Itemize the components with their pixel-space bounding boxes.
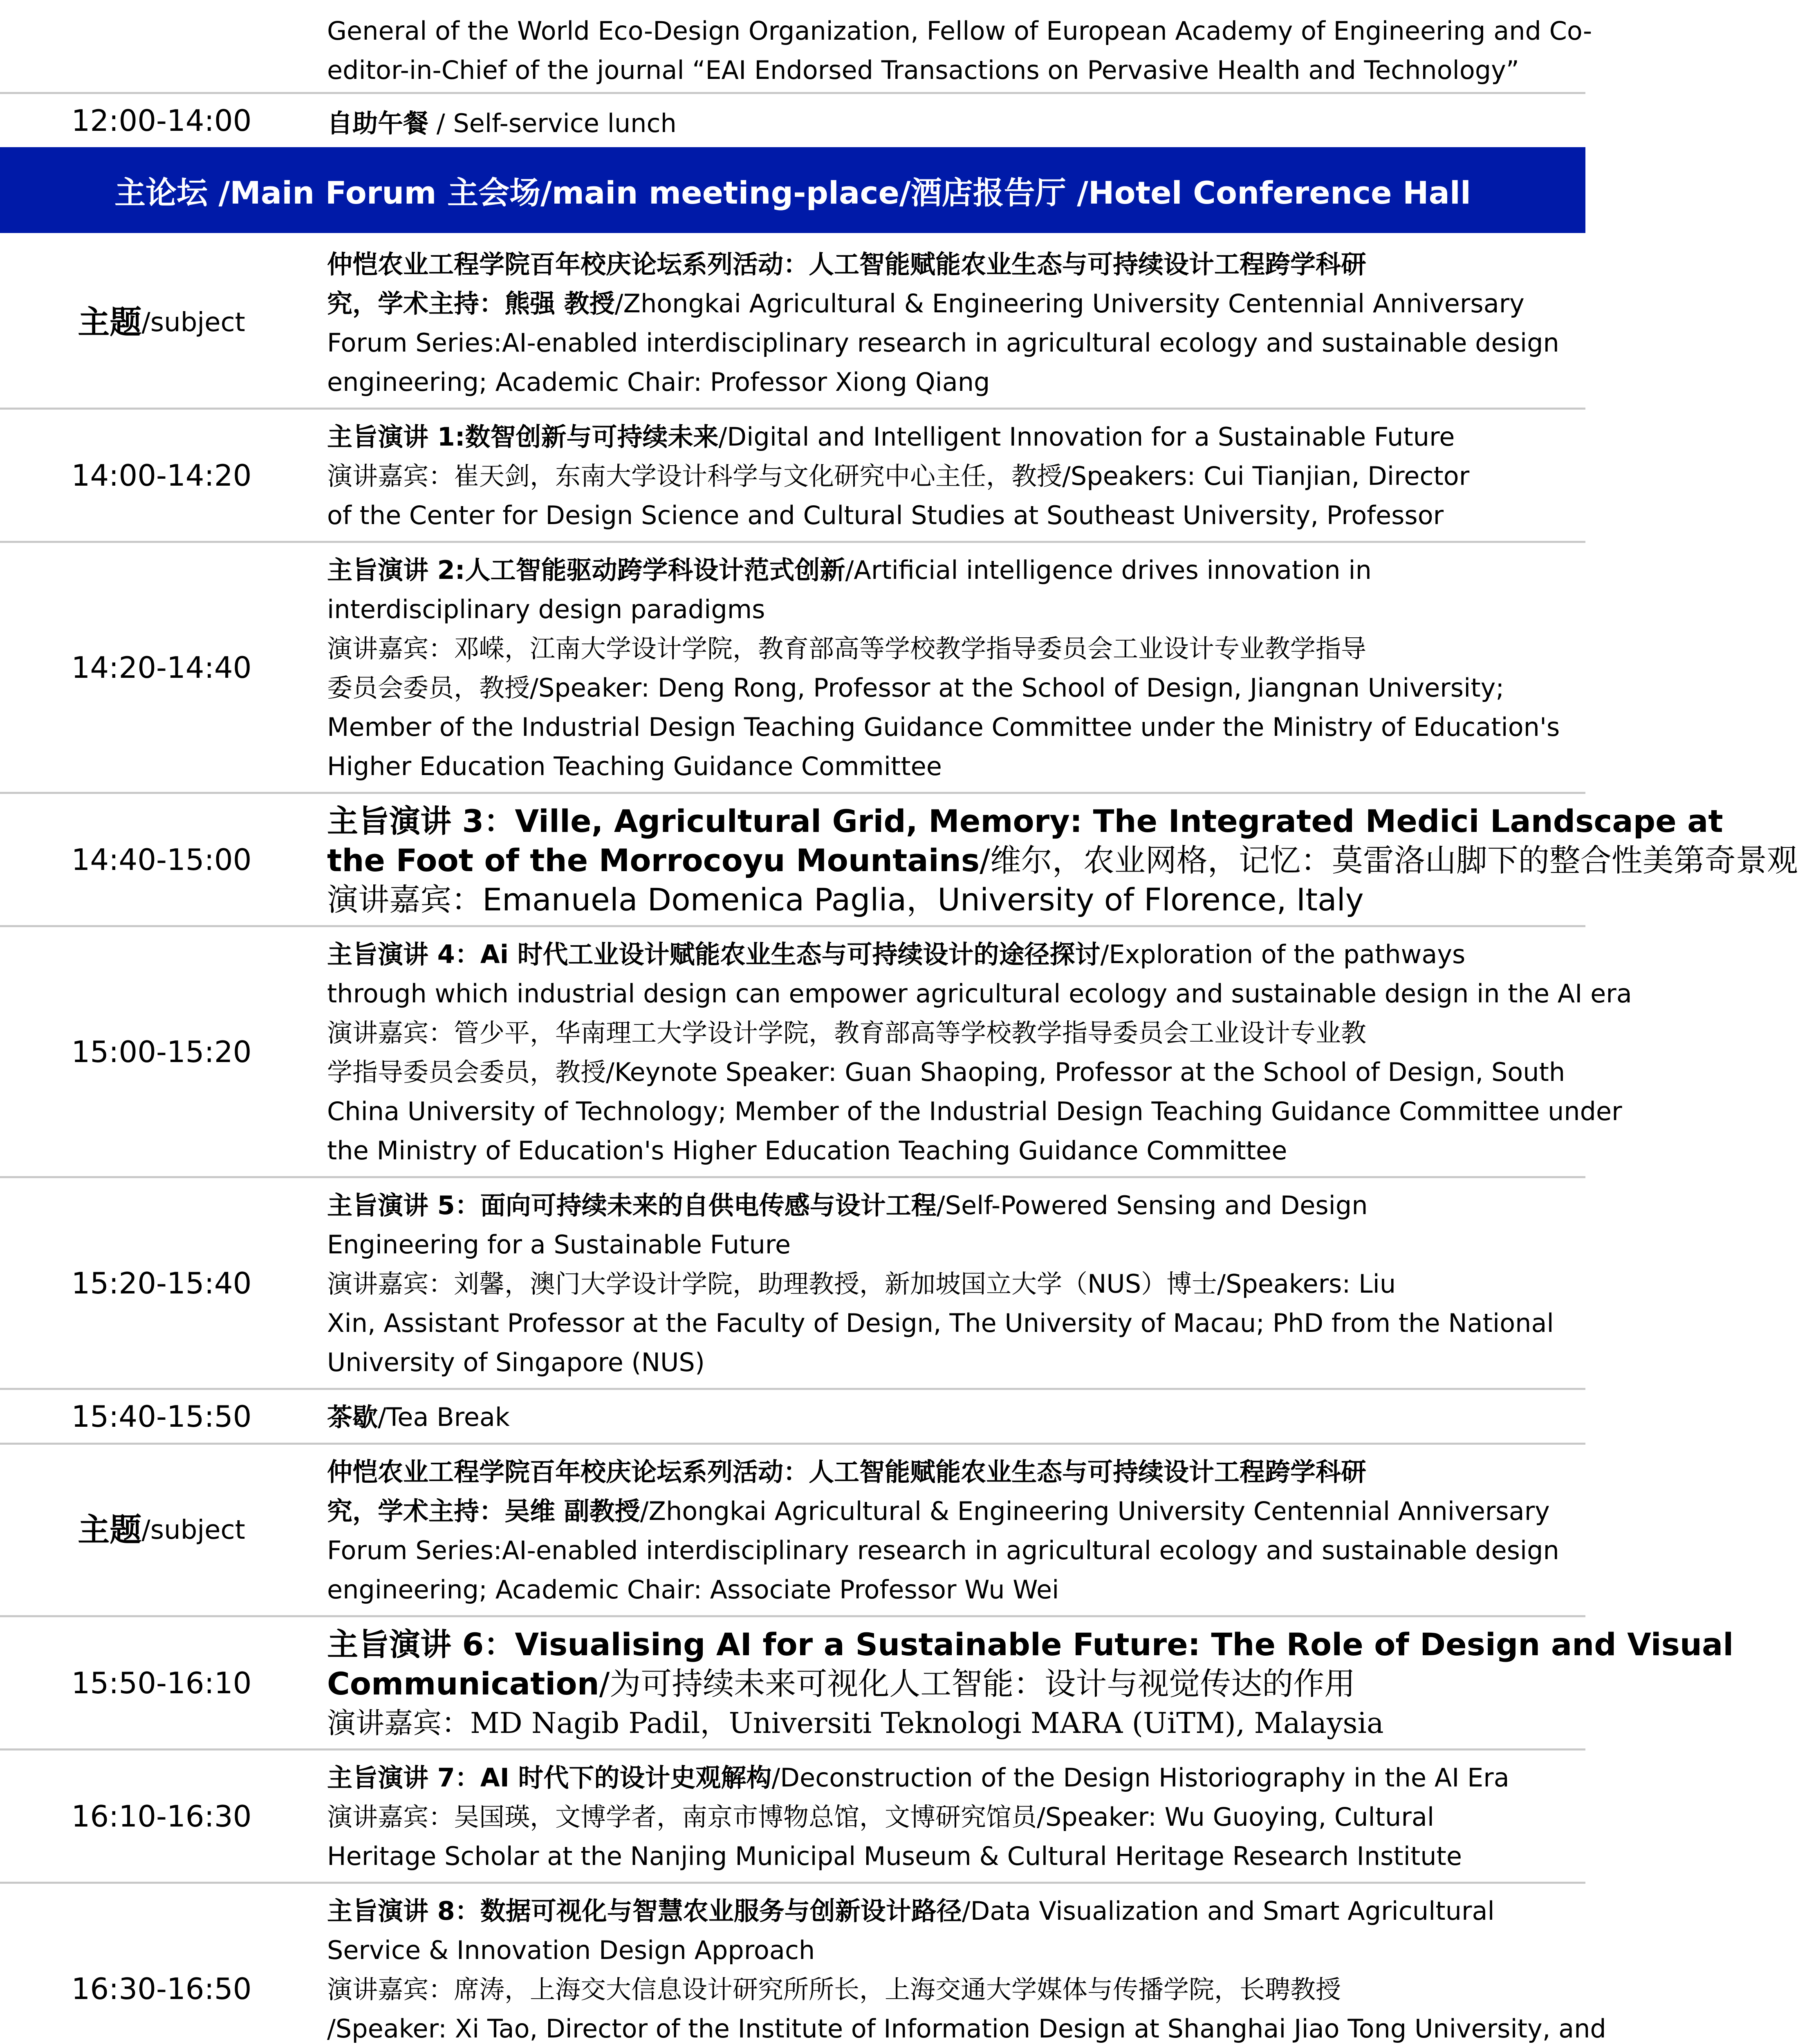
description-line — [327, 2009, 1606, 2044]
bold-text: 仲恺农业工程学院百年校庆论坛系列活动：人工智能赋能农业生态与可持续设计工程跨学科研 — [327, 1457, 1367, 1487]
text: /Speaker: Xi Tao, Director of the Institute of Information Design at Shanghai Jiao Tong University, and — [327, 2014, 1606, 2044]
text: Heritage Scholar at the Nanjing Municipal Museum & Cultural Heritage Research Institute — [327, 1841, 1462, 1871]
main-forum-banner-text: 主论坛 /Main Forum 主会场/main meeting-place/酒店报告厅 /Hotel Conference Hall — [114, 174, 1471, 211]
session-row — [0, 1390, 1585, 1445]
description-line — [327, 1053, 1570, 1092]
text: University of Singapore (NUS) — [327, 1347, 705, 1377]
text: 演讲嘉宾：MD Nagib Padil，Universiti Teknologi MARA (UiTM), Malaysia — [327, 1706, 1384, 1740]
description-line — [327, 1703, 1570, 1743]
text: /Exploration of the pathways — [1100, 939, 1466, 969]
description-line — [327, 496, 1570, 535]
session-time: 15:50-16:10 — [71, 1665, 252, 1700]
session-description — [327, 1186, 1570, 1382]
description-line — [327, 1892, 1570, 1931]
description-line — [327, 284, 1570, 323]
subject-label-en: /subject — [141, 307, 245, 338]
description-line — [327, 1186, 1570, 1225]
text: /Digital and Intelligent Innovation for a Sustainable Future — [718, 422, 1455, 452]
description-line — [327, 1398, 1570, 1437]
description-line — [327, 1570, 1570, 1609]
bold-text: the Foot of the Morrocoyu Mountains — [327, 842, 980, 879]
text: /Data Visualization and Smart Agricultural — [962, 1896, 1495, 1926]
main-forum-banner — [0, 147, 1585, 233]
description-line — [327, 974, 1632, 1013]
lunch-title-en: / Self-service lunch — [428, 108, 677, 138]
text: Engineering for a Sustainable Future — [327, 1230, 791, 1260]
session-row — [0, 1178, 1585, 1390]
description-line — [327, 1531, 1570, 1570]
text: 学指导委员会委员，教授/Keynote Speaker: Guan Shaoping, Professor at the School of Design, South — [327, 1057, 1565, 1087]
bold-text: 主旨演讲 3：Ville, Agricultural Grid, Memory: The Integrated Medici Landscape at — [327, 803, 1723, 839]
description-line — [327, 1131, 1570, 1170]
description-line — [327, 802, 1723, 841]
session-time: 15:40-15:50 — [71, 1399, 252, 1434]
intro-line: editor-in-Chief of the journal “EAI Endorsed Transactions on Pervasive Health and Technology” — [327, 55, 1519, 85]
bold-text: 主旨演讲 4：Ai 时代工业设计赋能农业生态与可持续设计的途径探讨 — [327, 939, 1101, 969]
description-line — [327, 590, 1570, 629]
intro-line: General of the World Eco-Design Organization, Fellow of European Academy of Engineering and Co- — [327, 16, 1592, 46]
text: /维尔，农业网格，记忆：莫雷洛山脚下的整合性美第奇景观 — [980, 842, 1798, 879]
text: /Deconstruction of the Design Historiography in the AI Era — [771, 1763, 1509, 1793]
session-description — [327, 1625, 1734, 1743]
bold-text: 究，学术主持：熊强 教授 — [327, 289, 615, 318]
bold-text: 主旨演讲 2:人工智能驱动跨学科设计范式创新 — [327, 555, 845, 585]
description-line — [327, 1837, 1570, 1876]
text: interdisciplinary design paradigms — [327, 594, 765, 624]
description-line — [327, 708, 1570, 747]
text: Service & Innovation Design Approach — [327, 1935, 815, 1965]
text: 演讲嘉宾：吴国瑛，文博学者，南京市博物总馆，文博研究馆员/Speaker: Wu Guoying, Cultural — [327, 1802, 1435, 1832]
bold-text: 主旨演讲 6：Visualising AI for a Sustainable Future: The Role of Design and Visual — [327, 1626, 1734, 1663]
text: /Self-Powered Sensing and Design — [936, 1190, 1368, 1220]
subject-label — [0, 1445, 323, 1615]
session-time: 14:00-14:20 — [71, 458, 252, 493]
description-line — [327, 1931, 1570, 1970]
description-line — [327, 457, 1570, 496]
text: 演讲嘉宾：Emanuela Domenica Paglia，University of Florence, Italy — [327, 881, 1364, 918]
text: Forum Series:AI-enabled interdisciplinary research in agricultural ecology and sustainable design — [327, 1535, 1559, 1565]
text: the Ministry of Education's Higher Education Teaching Guidance Committee — [327, 1136, 1287, 1165]
text: Forum Series:AI-enabled interdisciplinary research in agricultural ecology and sustainable design — [327, 328, 1559, 358]
description-line — [327, 1264, 1570, 1304]
text: 委员会委员，教授/Speaker: Deng Rong, Professor at the School of Design, Jiangnan University; — [327, 673, 1504, 703]
subject-label-en: /subject — [141, 1515, 245, 1545]
text: 演讲嘉宾：刘馨，澳门大学设计学院，助理教授，新加坡国立大学（NUS）博士/Speakers: Liu — [327, 1269, 1396, 1299]
intro-text — [327, 11, 1592, 90]
lunch-title-cn: 自助午餐 — [327, 108, 429, 138]
session-description — [327, 1398, 1570, 1437]
session-description — [327, 1758, 1570, 1876]
session-time: 16:30-16:50 — [71, 1971, 252, 2006]
bold-text: 主旨演讲 1:数智创新与可持续未来 — [327, 422, 719, 452]
session-row — [0, 1617, 1734, 1750]
description-line — [327, 629, 1570, 668]
session-time: 16:10-16:30 — [71, 1799, 252, 1833]
session-description — [327, 1892, 1606, 2044]
lunch-title — [327, 104, 1570, 143]
description-line — [327, 668, 1570, 708]
text: 演讲嘉宾：邓嵘，江南大学设计学院，教育部高等学校教学指导委员会工业设计专业教学指导 — [327, 634, 1367, 663]
text: through which industrial design can empower agricultural ecology and sustainable design in the AI era — [327, 979, 1632, 1009]
text: /为可持续未来可视化人工智能：设计与视觉传达的作用 — [599, 1665, 1356, 1702]
description-line — [327, 1092, 1622, 1131]
text: Member of the Industrial Design Teaching Guidance Committee under the Ministry of Education's — [327, 712, 1560, 742]
lunch-time: 12:00-14:00 — [71, 103, 252, 138]
bold-text: 主旨演讲 8：数据可视化与智慧农业服务与创新设计路径 — [327, 1896, 962, 1926]
text: 演讲嘉宾：崔天剑，东南大学设计科学与文化研究中心主任，教授/Speakers: Cui Tianjian, Director — [327, 461, 1470, 491]
text: Higher Education Teaching Guidance Committee — [327, 751, 942, 781]
session-description — [327, 551, 1570, 786]
session-row — [0, 927, 1632, 1178]
subject-row — [0, 1445, 1585, 1617]
description-line — [327, 841, 1798, 880]
description-line — [327, 1343, 1570, 1382]
text: engineering; Academic Chair: Associate Professor Wu Wei — [327, 1575, 1059, 1605]
text: of the Center for Design Science and Cultural Studies at Southeast University, Professor — [327, 500, 1444, 530]
description-line — [327, 1797, 1570, 1837]
text: /Zhongkai Agricultural & Engineering University Centennial Anniversary — [614, 289, 1524, 318]
bold-text: 茶歇 — [327, 1402, 378, 1432]
description-line — [327, 747, 1570, 786]
subject-label-cn: 主题 — [78, 304, 142, 341]
text: /Tea Break — [378, 1402, 510, 1432]
session-time: 14:40-15:00 — [71, 842, 252, 877]
session-row — [0, 794, 1798, 927]
session-row — [0, 543, 1585, 794]
description-line — [327, 417, 1570, 457]
text: engineering; Academic Chair: Professor Xiong Qiang — [327, 367, 990, 397]
session-row — [0, 1750, 1585, 1884]
description-line — [327, 551, 1570, 590]
session-time: 15:20-15:40 — [71, 1266, 252, 1300]
bold-text: 主旨演讲 7：AI 时代下的设计史观解构 — [327, 1763, 772, 1793]
text: /Zhongkai Agricultural & Engineering University Centennial Anniversary — [640, 1496, 1550, 1526]
text: /Artificial intelligence drives innovation in — [845, 555, 1372, 585]
description-line — [327, 1758, 1570, 1797]
text: China University of Technology; Member of the Industrial Design Teaching Guidance Committee under — [327, 1096, 1622, 1126]
description-line — [327, 1625, 1734, 1664]
session-time: 15:00-15:20 — [71, 1034, 252, 1069]
session-description — [327, 417, 1570, 535]
description-line — [327, 1452, 1570, 1492]
session-row — [0, 1884, 1606, 2044]
bold-text: 究，学术主持：吴维 副教授 — [327, 1496, 640, 1526]
description-line — [327, 1492, 1570, 1531]
intro-row — [0, 0, 1592, 94]
session-description — [327, 935, 1632, 1170]
text: Xin, Assistant Professor at the Faculty of Design, The University of Macau; PhD from the National — [327, 1308, 1554, 1338]
description-line — [327, 1013, 1570, 1053]
description-line — [327, 323, 1570, 363]
text: 演讲嘉宾：管少平，华南理工大学设计学院，教育部高等学校教学指导委员会工业设计专业教 — [327, 1018, 1367, 1048]
description-line — [327, 1970, 1570, 2009]
session-time: 14:20-14:40 — [71, 650, 252, 685]
description-line — [327, 363, 1570, 402]
subject-description — [327, 245, 1570, 402]
lunch-row — [0, 94, 1585, 147]
subject-description — [327, 1452, 1570, 1609]
bold-text: 仲恺农业工程学院百年校庆论坛系列活动：人工智能赋能农业生态与可持续设计工程跨学科研 — [327, 249, 1367, 279]
bold-text: 主旨演讲 5：面向可持续未来的自供电传感与设计工程 — [327, 1190, 937, 1220]
description-line — [327, 880, 1570, 919]
description-line — [327, 1664, 1570, 1703]
description-line — [327, 1304, 1570, 1343]
bold-text: Communication — [327, 1665, 599, 1702]
session-description — [327, 802, 1798, 919]
description-line — [327, 245, 1570, 284]
session-row — [0, 410, 1585, 543]
description-line — [327, 935, 1570, 974]
text: 演讲嘉宾：席涛，上海交大信息设计研究所所长，上海交通大学媒体与传播学院，长聘教授 — [327, 1975, 1341, 2004]
description-line — [327, 1225, 1570, 1264]
subject-label-cn: 主题 — [78, 1511, 142, 1549]
subject-label — [0, 237, 323, 408]
subject-row — [0, 237, 1585, 410]
